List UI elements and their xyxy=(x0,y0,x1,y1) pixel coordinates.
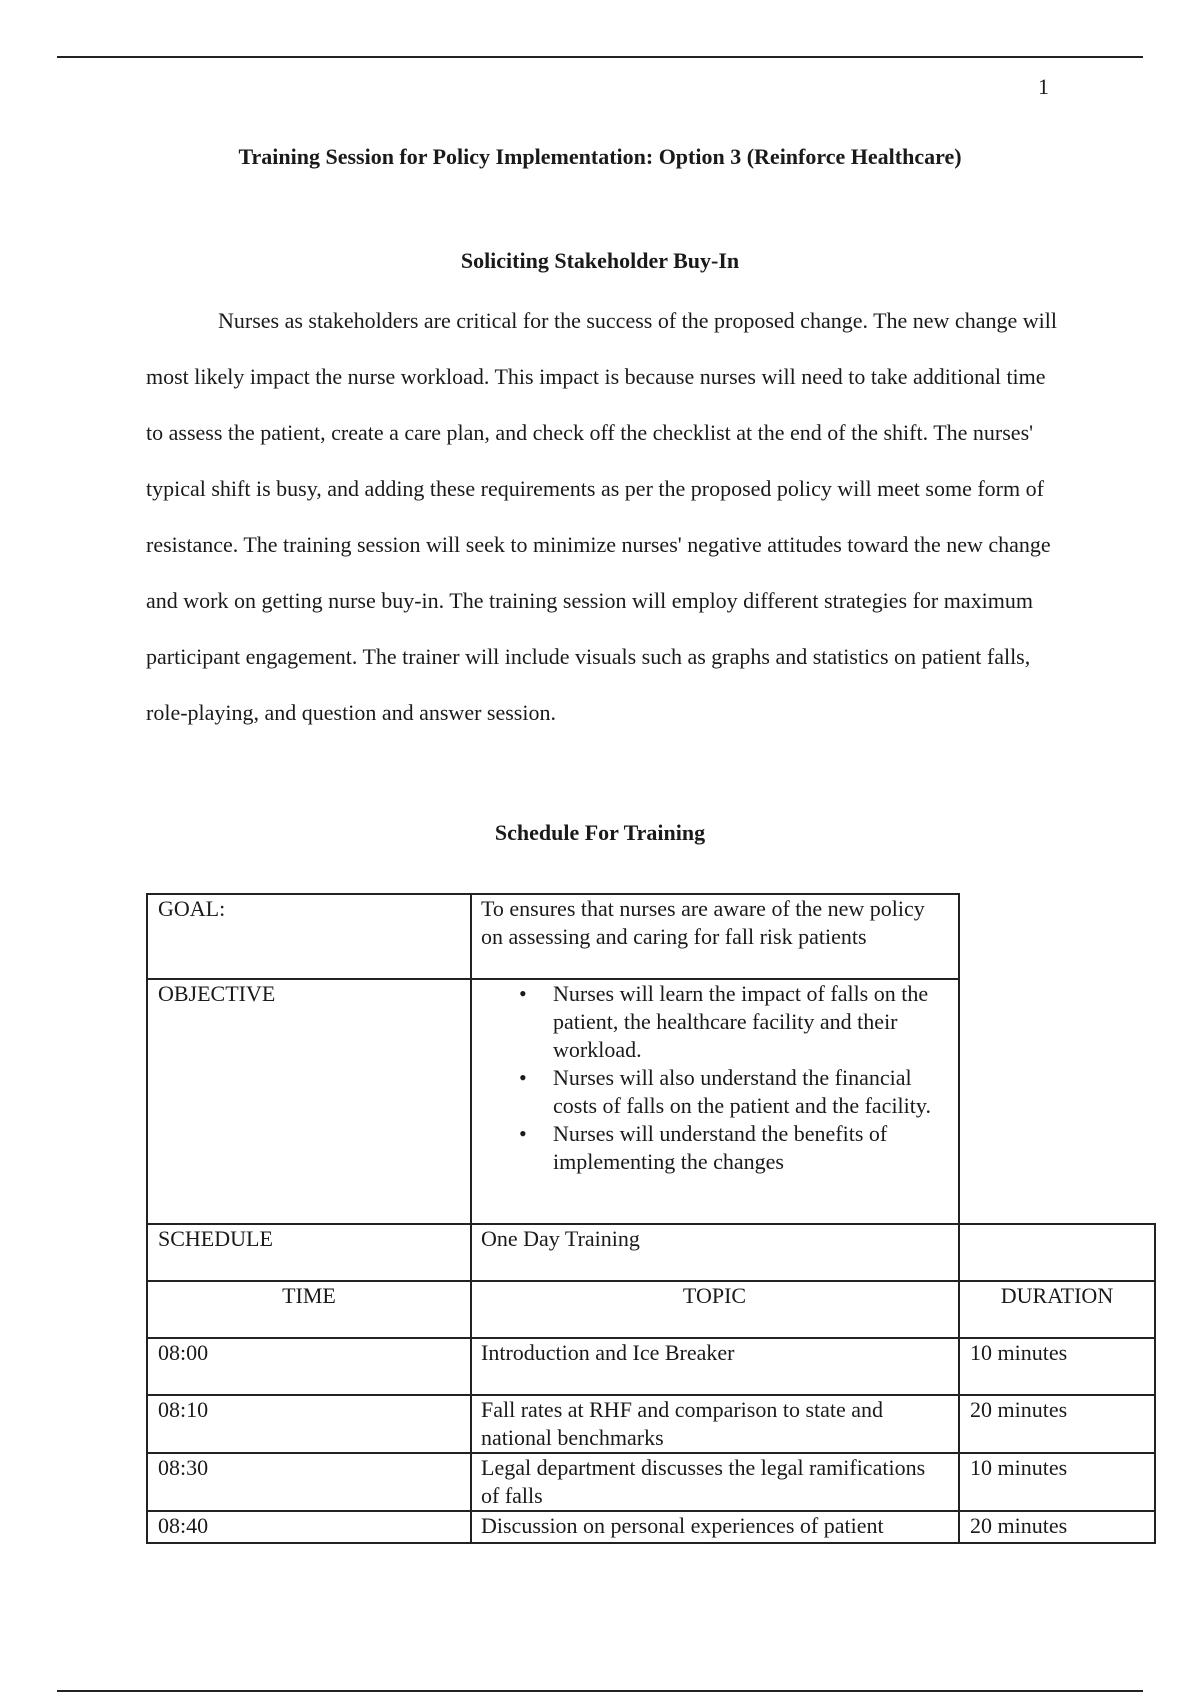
table-row xyxy=(147,1395,1155,1453)
objective-label: OBJECTIVE xyxy=(147,979,471,1224)
schedule-text: One Day Training xyxy=(471,1224,959,1281)
topic-cell: Fall rates at RHF and comparison to state and national benchmarks xyxy=(471,1395,959,1453)
duration-cell: 10 minutes xyxy=(959,1453,1155,1511)
training-schedule-table xyxy=(146,893,1156,1544)
empty-cell xyxy=(959,1224,1155,1281)
header-rule xyxy=(57,56,1143,58)
column-header-duration: DURATION xyxy=(959,1281,1155,1338)
topic-cell: Introduction and Ice Breaker xyxy=(471,1338,959,1395)
objective-list xyxy=(481,980,948,1176)
document-title: Training Session for Policy Implementation: Option 3 (Reinforce Healthcare) xyxy=(238,144,962,169)
table-row-schedule xyxy=(147,1224,1155,1281)
objective-item: • Nurses will learn the impact of falls on the patient, the healthcare facility and their workload. xyxy=(553,980,948,1064)
empty-cell xyxy=(959,894,1155,979)
objective-item: • Nurses will understand the benefits of implementing the changes xyxy=(553,1120,948,1176)
empty-cell xyxy=(959,979,1155,1224)
duration-cell: 10 minutes xyxy=(959,1338,1155,1395)
goal-text: To ensures that nurses are aware of the new policy on assessing and caring for fall risk patients xyxy=(471,894,959,979)
time-cell: 08:40 xyxy=(147,1511,471,1543)
topic-cell: Discussion on personal experiences of patient xyxy=(471,1511,959,1543)
table-header-row xyxy=(147,1281,1155,1338)
time-cell: 08:00 xyxy=(147,1338,471,1395)
page-number: 1 xyxy=(1038,74,1049,99)
time-cell: 08:10 xyxy=(147,1395,471,1453)
topic-cell: Legal department discusses the legal ramifications of falls xyxy=(471,1453,959,1511)
stakeholder-paragraph: Nurses as stakeholders are critical for the success of the proposed change. The new change will most likely impact the nurse workload. This impact is because nurses will need to take additional time to assess the patient, create a care plan, and check off the checklist at the end of the shift. The nurses' typical shift is busy, and adding these requirements as per the proposed policy will meet some form of resistance. The training session will seek to minimize nurses' negative attitudes toward the new change and work on getting nurse buy-in. The training session will employ different strategies for maximum participant engagement. The trainer will include visuals such as graphs and statistics on patient falls, role-playing, and question and answer session. xyxy=(146,308,1057,725)
schedule-label: SCHEDULE xyxy=(147,1224,471,1281)
duration-cell: 20 minutes xyxy=(959,1511,1155,1543)
table-row-goal xyxy=(147,894,1155,979)
objective-item: • Nurses will also understand the financial costs of falls on the patient and the facility. xyxy=(553,1064,948,1120)
table-row xyxy=(147,1511,1155,1543)
table-row xyxy=(147,1453,1155,1511)
footer-rule xyxy=(57,1690,1143,1692)
objective-cell xyxy=(471,979,959,1224)
column-header-time: TIME xyxy=(147,1281,471,1338)
goal-label: GOAL: xyxy=(147,894,471,979)
section-heading-schedule: Schedule For Training xyxy=(494,820,706,845)
table-row-objective xyxy=(147,979,1155,1224)
stakeholder-paragraph-block xyxy=(146,293,1068,741)
time-cell: 08:30 xyxy=(147,1453,471,1511)
section-heading-stakeholder: Soliciting Stakeholder Buy-In xyxy=(460,248,740,273)
duration-cell: 20 minutes xyxy=(959,1395,1155,1453)
column-header-topic: TOPIC xyxy=(471,1281,959,1338)
table-row xyxy=(147,1338,1155,1395)
